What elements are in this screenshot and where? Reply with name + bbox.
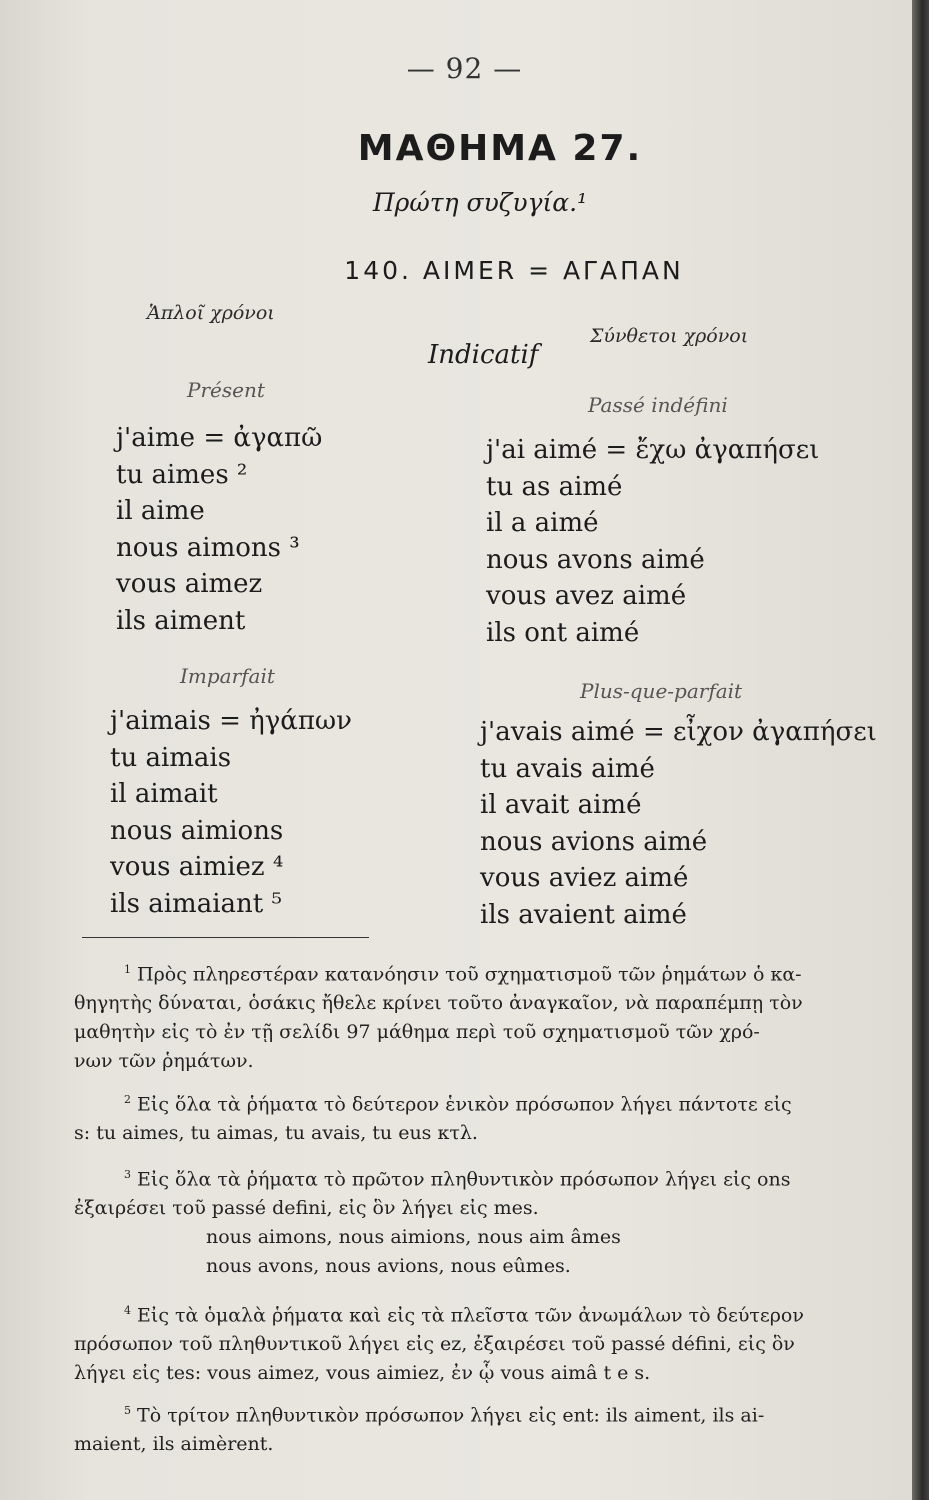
footnote-line: μαθητὴν εἰς τὸ ἐν τῇ σελίδι 97 μάθημα περὶ τοῦ σχηματισμοῦ τῶν χρό- (74, 1021, 760, 1044)
footnote-line: Εἰς τὰ ὁμαλὰ ῥήματα καὶ εἰς τὰ πλεῖστα τῶν ἀνωμάλων τὸ δεύτερον (137, 1304, 804, 1327)
conj-line: ils aiment (116, 605, 246, 636)
passe-indefini-conjugation (486, 432, 819, 651)
verb-heading: 140. AIMER = ΑΓΑΠΑΝ (344, 256, 684, 285)
mood-indicatif: Indicatif (428, 340, 539, 370)
footnote-line: ἐξαιρέσει τοῦ passé defini, εἰς ὃν λήγει εἰς mes. (74, 1197, 539, 1220)
footnote-line: Εἰς ὅλα τὰ ῥήματα τὸ πρῶτον πληθυντικὸν πρόσωπον λήγει εἰς ons (137, 1168, 791, 1191)
conj-line: tu avais aimé (480, 753, 655, 784)
footnote-line: λήγει εἰς tes: vous aimez, vous aimiez, ἐν ᾧ vous aimâ t e s. (74, 1362, 651, 1385)
plus-que-parfait-title: Plus-que-parfait (580, 679, 743, 703)
footnote-mark: 3 (124, 1168, 131, 1181)
imparfait-conjugation (110, 703, 352, 922)
conj-line: tu aimais (110, 742, 232, 773)
lesson-title: ΜΑΘΗΜΑ 27. (357, 128, 643, 169)
footnote-line: πρόσωπον τοῦ πληθυντικοῦ λήγει εἰς ez, ἐξαιρέσει τοῦ passé défini, εἰς ὃν (74, 1333, 795, 1356)
simple-tenses-heading: Ἁπλοῖ χρόνοι (147, 302, 275, 324)
page-edge (912, 0, 929, 1500)
conj-line: nous avions aimé (480, 826, 708, 857)
conj-line: ils avaient aimé (480, 899, 687, 930)
footnote-3 (74, 1160, 874, 1281)
footnote-5 (74, 1396, 874, 1459)
footnote-example: nous avons, nous avions, nous eûmes. (206, 1255, 571, 1278)
page-number: — 92 — (406, 52, 523, 85)
footnote-1 (74, 955, 874, 1076)
compound-tenses-heading: Σύνθετοι χρόνοι (590, 325, 749, 347)
imparfait-title: Imparfait (180, 664, 275, 688)
footnote-mark: 5 (124, 1404, 131, 1417)
conj-line: tu as aimé (486, 471, 623, 502)
footnote-divider (82, 937, 369, 938)
footnote-2 (74, 1085, 874, 1148)
footnote-4 (74, 1296, 874, 1388)
conj-line: nous avons aimé (486, 544, 705, 575)
footnote-example: nous aimons, nous aimions, nous aim âmes (206, 1226, 621, 1249)
lesson-subtitle: Πρώτη συζυγία.¹ (372, 188, 588, 217)
footnote-line: Τὸ τρίτον πληθυντικὸν πρόσωπον λήγει εἰς ent: ils aiment, ils ai- (137, 1404, 765, 1427)
footnote-line: νων τῶν ῥημάτων. (74, 1050, 254, 1073)
conj-line: il aime (116, 496, 205, 526)
conj-line: j'avais aimé = εἶχον ἀγαπήσει (480, 717, 877, 747)
conj-line: j'aime = ἀγαπῶ (116, 423, 323, 453)
footnote-mark: 1 (124, 963, 131, 976)
conj-line: il a aimé (486, 508, 599, 538)
footnote-line: Πρὸς πληρεστέραν κατανόησιν τοῦ σχηματισμοῦ τῶν ῥημάτων ὁ κα- (137, 963, 802, 986)
conj-line: ils aimaiant ⁵ (110, 888, 282, 919)
conj-line: vous aimiez ⁴ (110, 852, 284, 882)
conj-line: tu aimes ² (116, 459, 248, 490)
conj-line: nous aimons ³ (116, 532, 300, 563)
conj-line: nous aimions (110, 815, 284, 846)
footnote-line: maient, ils aimèrent. (74, 1433, 274, 1456)
footnote-line: Εἰς ὅλα τὰ ῥήματα τὸ δεύτερον ἑνικὸν πρόσωπον λήγει πάντοτε εἰς (137, 1093, 792, 1116)
footnote-mark: 4 (124, 1304, 131, 1317)
conj-line: il avait aimé (480, 790, 642, 820)
conj-line: ils ont aimé (486, 617, 640, 648)
footnote-line: θηγητὴς δύναται, ὁσάκις ἤθελε κρίνει τοῦτο ἀναγκαῖον, νὰ παραπέμπῃ τὸν (74, 992, 803, 1015)
conj-line: vous avez aimé (486, 581, 687, 611)
conj-line: j'aimais = ἠγάπων (110, 706, 352, 736)
passe-indefini-title: Passé indéfini (588, 393, 728, 417)
footnote-mark: 2 (124, 1093, 131, 1106)
present-title: Présent (187, 378, 265, 402)
footnote-line: s: tu aimes, tu aimas, tu avais, tu eus κτλ. (74, 1122, 478, 1145)
conj-line: vous aviez aimé (480, 863, 689, 893)
conj-line: il aimait (110, 779, 218, 809)
present-conjugation (116, 420, 322, 639)
conj-line: j'ai aimé = ἔχω ἀγαπήσει (486, 435, 820, 465)
conj-line: vous aimez (116, 569, 263, 599)
plus-que-parfait-conjugation (480, 714, 877, 933)
